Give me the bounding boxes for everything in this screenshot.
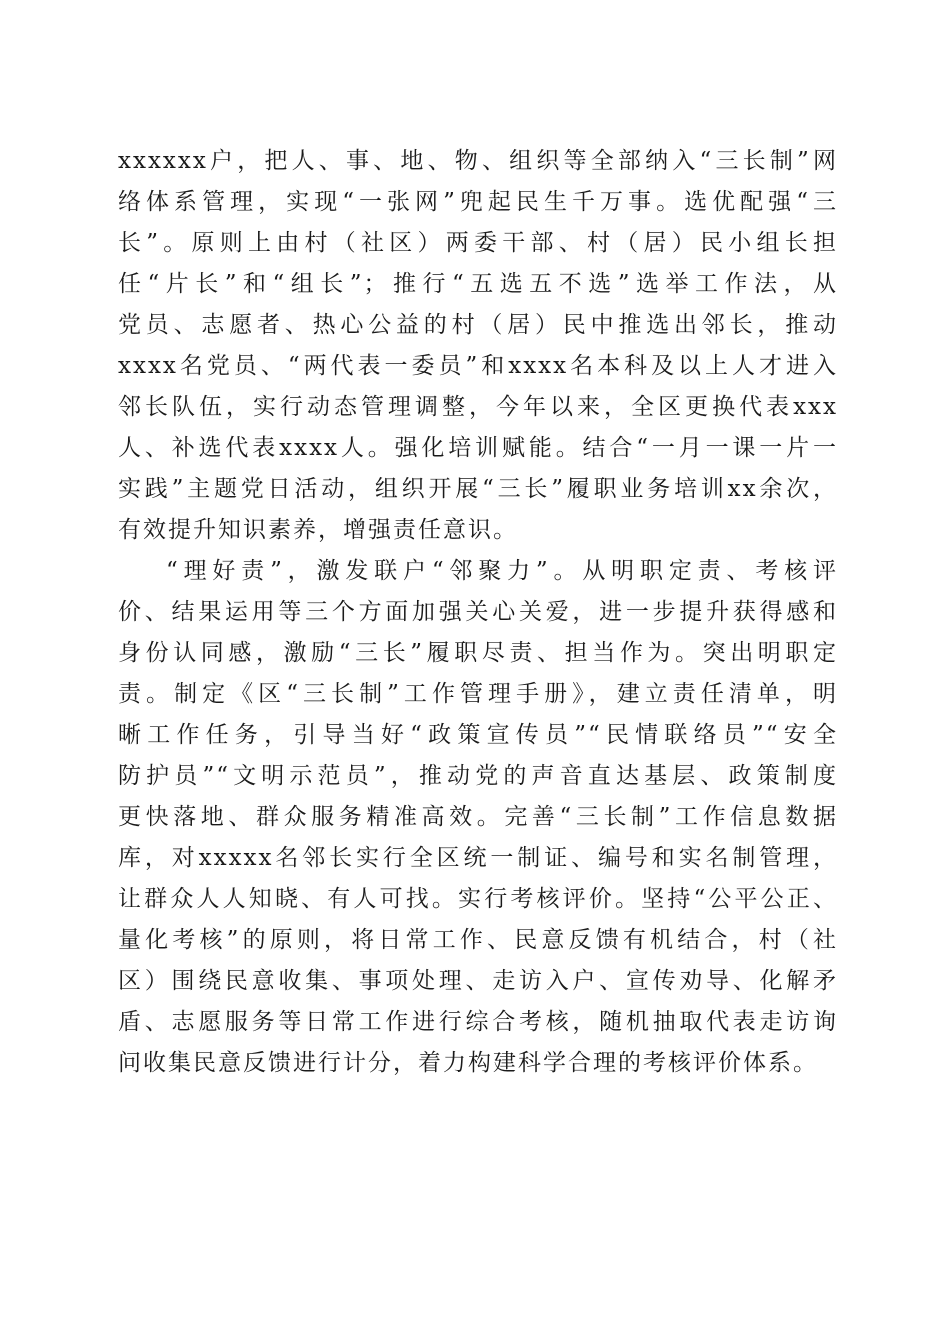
text-line: 让群众人人知晓、有人可找。实行考核评价。坚持“公平公正、 xyxy=(118,886,838,912)
text-line: 盾、志愿服务等日常工作进行综合考核，随机抽取代表走访询 xyxy=(118,1009,838,1035)
text-line: 量化考核”的原则，将日常工作、民意反馈有机结合，村（社 xyxy=(118,927,838,953)
text-line: 更快落地、群众服务精准高效。完善“三长制”工作信息数据 xyxy=(118,804,838,830)
text-line: 责。制定《区“三长制”工作管理手册》，建立责任清单，明 xyxy=(118,681,838,707)
text-line: 价、结果运用等三个方面加强关心关爱，进一步提升获得感和 xyxy=(118,599,838,625)
text-line: 身份认同感，激励“三长”履职尽责、担当作为。突出明职定 xyxy=(118,640,838,666)
text-line: 实践”主题党日活动，组织开展“三长”履职业务培训xx余次， xyxy=(118,476,838,502)
text-line: 党员、志愿者、热心公益的村（居）民中推选出邻长，推动 xyxy=(118,312,838,338)
text-line: 晰工作任务，引导当好“政策宣传员”“民情联络员”“安全 xyxy=(118,722,838,748)
text-line: 人、补选代表xxxx人。强化培训赋能。结合“一月一课一片一 xyxy=(118,435,838,461)
text-line: 区）围绕民意收集、事项处理、走访入户、宣传劝导、化解矛 xyxy=(118,968,838,994)
text-line: 任“片长”和“组长”；推行“五选五不选”选举工作法，从 xyxy=(118,271,838,297)
text-line: xxxxxx户，把人、事、地、物、组织等全部纳入“三长制”网 xyxy=(118,148,838,174)
text-line: 邻长队伍，实行动态管理调整，今年以来，全区更换代表xxx xyxy=(118,394,838,420)
text-line: 库，对xxxxx名邻长实行全区统一制证、编号和实名制管理， xyxy=(118,845,838,871)
text-line: 有效提升知识素养，增强责任意识。 xyxy=(118,517,518,543)
text-line: 防护员”“文明示范员”，推动党的声音直达基层、政策制度 xyxy=(118,763,838,789)
text-line: 络体系管理，实现“一张网”兜起民生千万事。选优配强“三 xyxy=(118,189,838,215)
text-line: 问收集民意反馈进行计分，着力构建科学合理的考核评价体系。 xyxy=(118,1050,818,1076)
paragraph-first-line: “理好责”，激发联户“邻聚力”。从明职定责、考核评 xyxy=(166,558,838,584)
text-line: xxxx名党员、“两代表一委员”和xxxx名本科及以上人才进入 xyxy=(118,353,838,379)
text-line: 长”。原则上由村（社区）两委干部、村（居）民小组长担 xyxy=(118,230,838,256)
body-text xyxy=(118,141,838,1084)
